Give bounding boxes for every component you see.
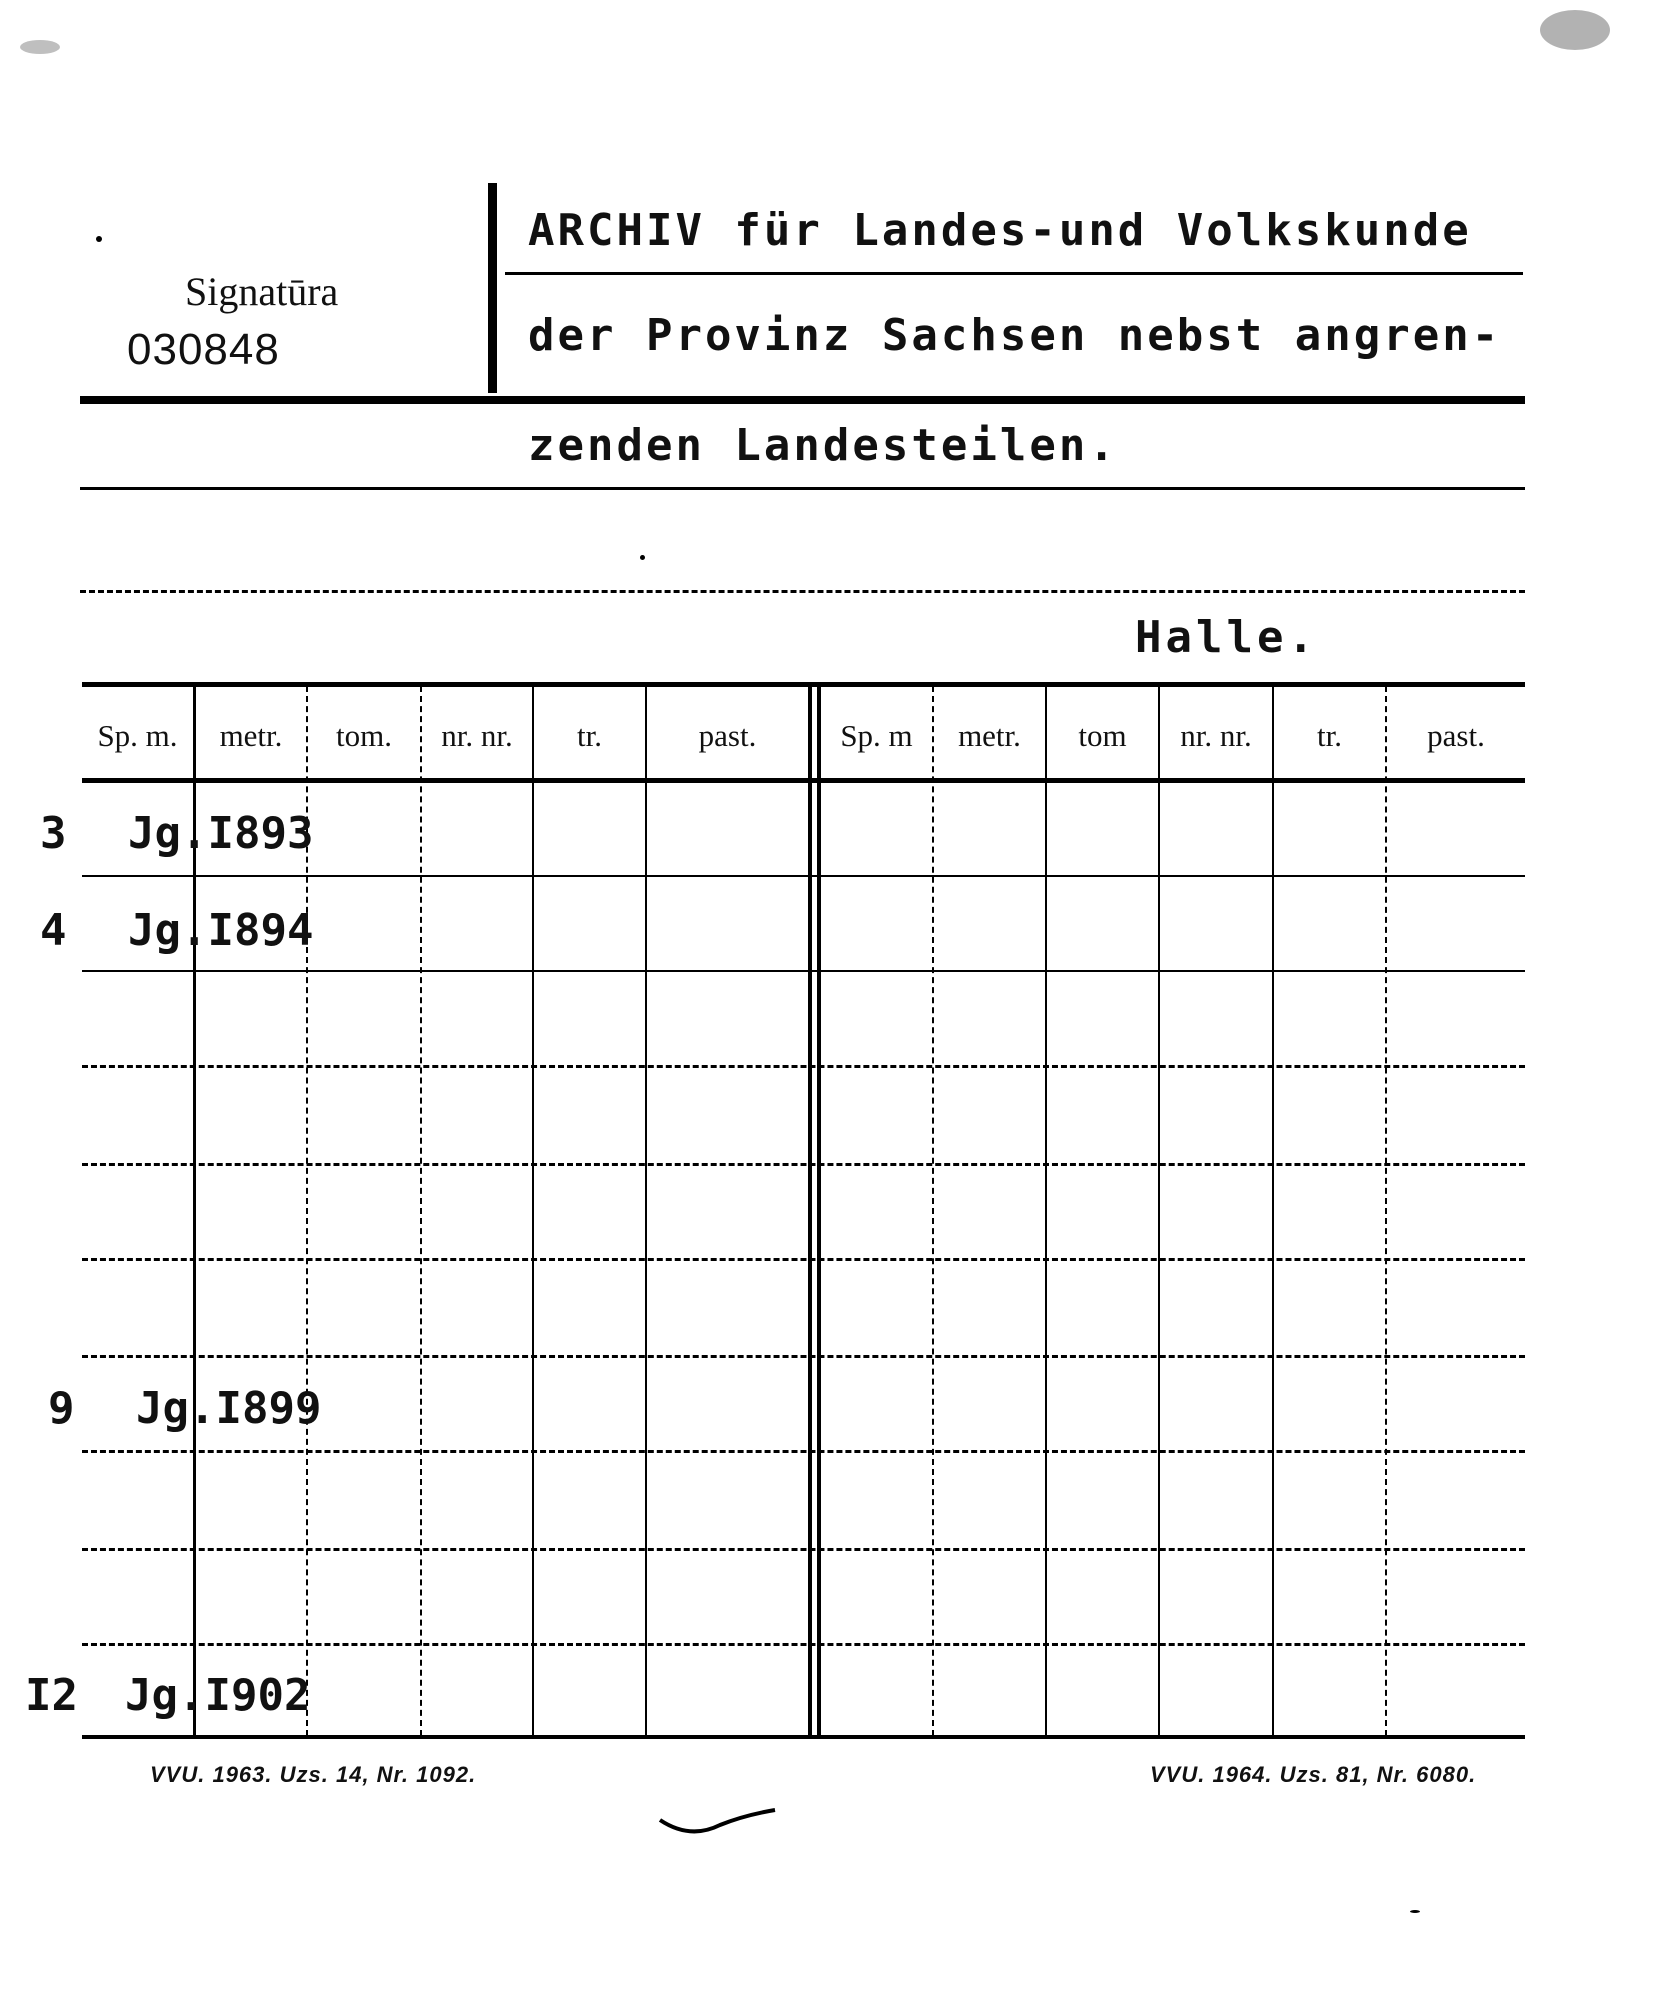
col-header-past-right: past. [1427, 718, 1485, 753]
table-bottom-rule [82, 1735, 1525, 1739]
center-double-rule [817, 686, 821, 1736]
row-rule [82, 875, 1525, 877]
flourish-mark [655, 1800, 785, 1845]
column-separator [1158, 686, 1160, 1736]
column-separator [645, 686, 647, 1736]
entry-number: I2 [25, 1670, 78, 1721]
table-row [40, 905, 313, 956]
table-row [40, 808, 313, 859]
signature-label: Signatūra [185, 269, 339, 314]
row-rule [82, 1450, 1525, 1453]
row-rule [82, 1065, 1525, 1068]
center-double-rule [808, 686, 812, 1736]
row-rule [82, 1643, 1525, 1646]
footer-note-left: VVU. 1963. Uzs. 14, Nr. 1092. [150, 1762, 477, 1787]
row-rule [82, 1355, 1525, 1358]
blank-rule [80, 590, 1525, 593]
col-header-tr: tr. [577, 718, 602, 753]
header-thick-rule [80, 396, 1525, 404]
col-header-nr-nr-right: nr. nr. [1180, 718, 1252, 753]
scan-speck [640, 555, 645, 560]
header-divider [488, 183, 497, 393]
footer-note-right: VVU. 1964. Uzs. 81, Nr. 6080. [1150, 1762, 1477, 1787]
scan-speck [1410, 1910, 1420, 1913]
row-rule [82, 1548, 1525, 1551]
entry-text: Jg.I893 [128, 808, 314, 859]
col-header-past: past. [698, 718, 757, 753]
entry-number: 3 [40, 808, 67, 859]
col-header-nr-nr: nr. nr. [441, 718, 513, 753]
scan-speck [1540, 10, 1610, 50]
col-header-tom-right: tom [1078, 718, 1127, 753]
column-separator [1385, 686, 1387, 1736]
table-top-rule [82, 682, 1525, 687]
entry-text: Jg.I902 [125, 1670, 311, 1721]
title-line-2: der Provinz Sachsen nebst angren- [528, 310, 1502, 361]
column-separator [1272, 686, 1274, 1736]
entry-text: Jg.I894 [128, 905, 314, 956]
col-header-tr-right: tr. [1317, 718, 1342, 753]
col-header-sp-m: Sp. m. [97, 718, 178, 753]
signature-number: 030848 [127, 325, 280, 374]
column-separator [932, 686, 934, 1736]
column-separator [420, 686, 422, 1736]
col-header-sp-m-right: Sp. m [840, 718, 913, 753]
col-header-metr: metr. [219, 718, 283, 753]
entry-number: 9 [48, 1383, 75, 1434]
row-rule [82, 1163, 1525, 1166]
city-name: Halle. [1135, 612, 1318, 663]
entry-text: Jg.I899 [136, 1383, 322, 1434]
title-line-3: zenden Landesteilen. [528, 420, 1118, 471]
column-separator [532, 686, 534, 1736]
column-separator [1045, 686, 1047, 1736]
table-header-rule [82, 778, 1525, 783]
row-rule [82, 1258, 1525, 1261]
row-rule [82, 970, 1525, 972]
scan-speck [20, 40, 60, 54]
col-header-tom: tom. [336, 718, 392, 753]
col-header-metr-right: metr. [958, 718, 1021, 753]
title-rule [80, 487, 1525, 490]
table-row [48, 1383, 321, 1434]
title-rule [505, 272, 1523, 275]
scan-speck [96, 236, 102, 242]
entry-number: 4 [40, 905, 67, 956]
table-row [25, 1670, 310, 1721]
title-line-1: ARCHIV für Landes-und Volkskunde [528, 205, 1472, 256]
